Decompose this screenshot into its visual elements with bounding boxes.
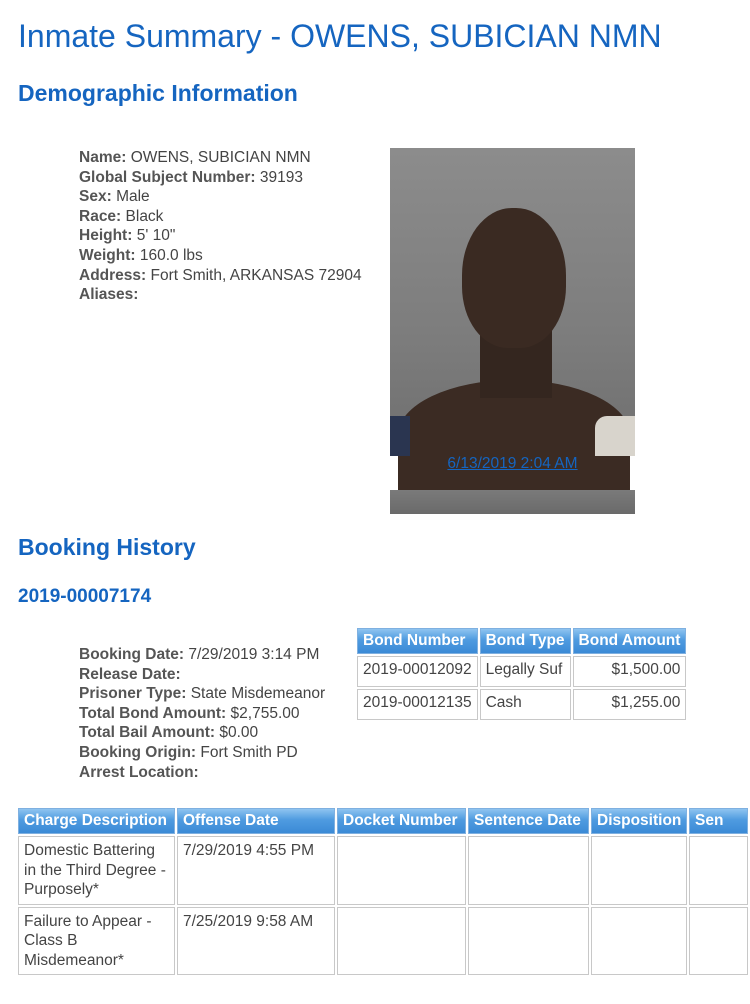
offense-date-cell: 7/29/2019 4:55 PM (177, 836, 335, 905)
aliases-row: Aliases: (79, 286, 139, 304)
sentence-cell (689, 907, 748, 976)
weight-row: Weight: 160.0 lbs (79, 246, 203, 264)
photo-date-link[interactable]: 6/13/2019 2:04 AM (447, 455, 578, 472)
sentence-header[interactable]: Sen (689, 808, 748, 834)
name-row: Name: OWENS, SUBICIAN NMN (79, 149, 311, 166)
disposition-cell (591, 836, 687, 905)
bond-table-header (357, 628, 686, 654)
bond-amount-cell: $1,500.00 (573, 656, 687, 687)
demographic-heading: Demographic Information (18, 80, 298, 106)
sentence-date-header[interactable]: Sentence Date (468, 808, 589, 834)
bond-type-header[interactable]: Bond Type (480, 628, 571, 654)
height-row: Height: 5' 10" (79, 227, 176, 245)
docket-number-cell (337, 836, 466, 905)
bond-amount-header[interactable]: Bond Amount (573, 628, 687, 654)
arrest-location-row: Arrest Location: (79, 763, 199, 781)
total-bond-row: Total Bond Amount: $2,755.00 (79, 704, 300, 722)
bond-type-cell: Cash (480, 689, 571, 720)
offense-date-header[interactable]: Offense Date (177, 808, 335, 834)
name-value: OWENS, SUBICIAN NMN (130, 149, 311, 166)
bond-number-cell: 2019-00012135 (357, 689, 478, 720)
booking-date-value: 7/29/2019 3:14 PM (188, 646, 320, 663)
race-row: Race: Black (79, 207, 164, 225)
weight-value: 160.0 lbs (139, 246, 203, 264)
page-title: Inmate Summary - OWENS, SUBICIAN NMN (18, 18, 662, 54)
table-row (357, 689, 686, 720)
prisoner-type-row: Prisoner Type: State Misdemeanor (79, 685, 326, 703)
total-bail-row: Total Bail Amount: $0.00 (79, 724, 259, 742)
table-row (357, 656, 686, 687)
booking-origin-value: Fort Smith PD (200, 743, 298, 761)
prisoner-type-value: State Misdemeanor (190, 685, 326, 703)
bond-number-cell: 2019-00012092 (357, 656, 478, 687)
docket-number-cell (337, 907, 466, 976)
total-bail-value: $0.00 (219, 724, 259, 742)
sex-row: Sex: Male (79, 188, 150, 206)
race-value: Black (125, 207, 164, 225)
disposition-cell (591, 907, 687, 976)
booking-date-row: Booking Date: 7/29/2019 3:14 PM (79, 646, 320, 663)
bond-table (355, 626, 688, 722)
release-date-row: Release Date: (79, 665, 181, 683)
sentence-cell (689, 836, 748, 905)
booking-photo[interactable] (390, 148, 635, 454)
charge-description-cell: Failure to Appear - Class B Misdemeanor* (18, 907, 175, 976)
booking-history-heading: Booking History (18, 534, 196, 560)
charge-table (16, 806, 750, 977)
address-value: Fort Smith, ARKANSAS 72904 (150, 266, 362, 284)
docket-number-header[interactable]: Docket Number (337, 808, 466, 834)
sentence-date-cell (468, 907, 589, 976)
global-subject-number-value: 39193 (259, 168, 303, 186)
booking-number: 2019-00007174 (18, 586, 152, 607)
bond-number-header[interactable]: Bond Number (357, 628, 478, 654)
height-value: 5' 10" (136, 227, 176, 245)
table-row (18, 907, 748, 976)
bond-type-cell: Legally Suf (480, 656, 571, 687)
charge-table-header (18, 808, 748, 834)
demographic-details (79, 148, 362, 305)
table-row (18, 836, 748, 905)
booking-details (79, 645, 325, 782)
disposition-header[interactable]: Disposition (591, 808, 687, 834)
booking-origin-row: Booking Origin: Fort Smith PD (79, 743, 298, 761)
global-subject-number-row: Global Subject Number: 39193 (79, 168, 303, 186)
total-bond-value: $2,755.00 (230, 704, 300, 722)
charge-description-cell: Domestic Battering in the Third Degree - Purposely* (18, 836, 175, 905)
sex-value: Male (116, 188, 150, 206)
offense-date-cell: 7/25/2019 9:58 AM (177, 907, 335, 976)
charge-description-header[interactable]: Charge Description (18, 808, 175, 834)
sentence-date-cell (468, 836, 589, 905)
secondary-photo[interactable] (390, 490, 635, 514)
bond-amount-cell: $1,255.00 (573, 689, 687, 720)
address-row: Address: Fort Smith, ARKANSAS 72904 (79, 266, 362, 284)
